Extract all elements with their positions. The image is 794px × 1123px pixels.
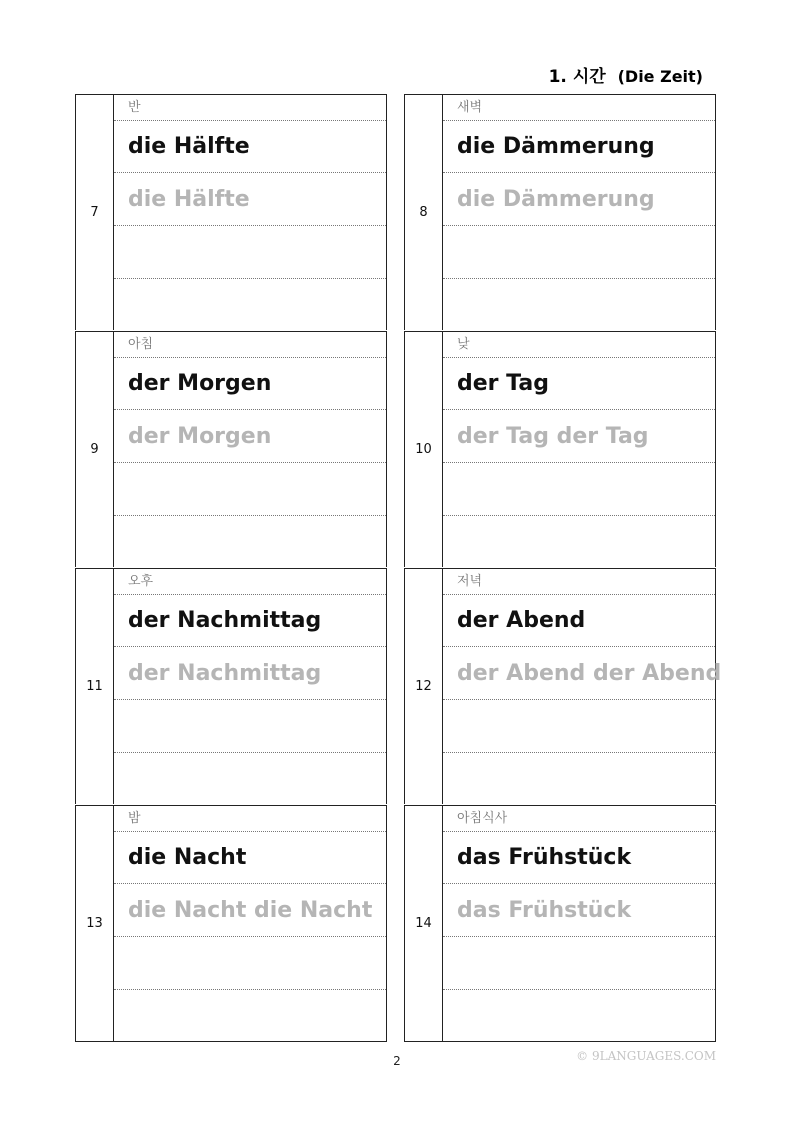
vocab-card bbox=[404, 805, 716, 1042]
blank-writing-row[interactable] bbox=[443, 516, 715, 569]
word-row bbox=[443, 357, 715, 410]
card-number: 8 bbox=[405, 95, 443, 330]
copyright-notice: © 9LANGUAGES.COM bbox=[576, 1049, 716, 1063]
header-title: 시간 bbox=[572, 67, 606, 87]
card-number: 14 bbox=[405, 806, 443, 1041]
word-row bbox=[443, 594, 715, 647]
korean-label: 저녁 bbox=[443, 569, 715, 595]
blank-writing-row[interactable] bbox=[114, 463, 386, 516]
word-row bbox=[443, 831, 715, 884]
card-number: 13 bbox=[76, 806, 114, 1041]
vocab-card bbox=[404, 94, 716, 330]
card-rows bbox=[443, 806, 715, 1041]
card-rows bbox=[443, 332, 715, 567]
blank-writing-row[interactable] bbox=[443, 700, 715, 753]
korean-label: 아침식사 bbox=[443, 806, 715, 832]
vocab-card bbox=[75, 805, 387, 1042]
korean-label: 아침 bbox=[114, 332, 386, 358]
trace-row[interactable] bbox=[443, 410, 715, 463]
vocab-card bbox=[404, 331, 716, 567]
word-row bbox=[114, 357, 386, 410]
blank-writing-row[interactable] bbox=[443, 937, 715, 990]
trace-word: das Frühstück bbox=[457, 898, 632, 923]
trace-word: die Nacht die Nacht bbox=[128, 898, 373, 923]
korean-label: 낮 bbox=[443, 332, 715, 358]
card-number: 10 bbox=[405, 332, 443, 567]
page-header bbox=[549, 62, 703, 87]
blank-writing-row[interactable] bbox=[114, 516, 386, 569]
german-word: der Nachmittag bbox=[128, 608, 322, 633]
card-rows bbox=[114, 569, 386, 804]
card-rows bbox=[114, 332, 386, 567]
trace-row[interactable] bbox=[114, 884, 386, 937]
trace-row[interactable] bbox=[114, 173, 386, 226]
korean-label: 반 bbox=[114, 95, 386, 121]
blank-writing-row[interactable] bbox=[114, 937, 386, 990]
german-word: der Abend bbox=[457, 608, 586, 633]
trace-word: die Dämmerung bbox=[457, 187, 655, 212]
word-row bbox=[114, 831, 386, 884]
german-word: das Frühstück bbox=[457, 845, 632, 870]
blank-writing-row[interactable] bbox=[114, 753, 386, 806]
vocab-card bbox=[404, 568, 722, 804]
trace-word: der Nachmittag bbox=[128, 661, 322, 686]
header-subtitle: (Die Zeit) bbox=[617, 67, 703, 86]
german-word: der Morgen bbox=[128, 371, 272, 396]
blank-writing-row[interactable] bbox=[114, 990, 386, 1043]
german-word: die Nacht bbox=[128, 845, 247, 870]
card-rows bbox=[114, 95, 386, 330]
trace-row[interactable] bbox=[443, 884, 715, 937]
trace-row[interactable] bbox=[114, 410, 386, 463]
card-rows bbox=[443, 95, 715, 330]
word-row bbox=[114, 120, 386, 173]
word-row bbox=[114, 594, 386, 647]
blank-writing-row[interactable] bbox=[443, 753, 715, 806]
trace-row[interactable] bbox=[443, 647, 722, 700]
korean-label: 밤 bbox=[114, 806, 386, 832]
card-number: 12 bbox=[405, 569, 443, 804]
trace-row[interactable] bbox=[114, 647, 386, 700]
trace-word: der Abend der Abend bbox=[457, 661, 722, 686]
german-word: die Hälfte bbox=[128, 134, 250, 159]
blank-writing-row[interactable] bbox=[443, 463, 715, 516]
vocab-card bbox=[75, 568, 387, 804]
card-rows bbox=[443, 569, 722, 804]
blank-writing-row[interactable] bbox=[443, 226, 715, 279]
card-rows bbox=[114, 806, 386, 1041]
blank-writing-row[interactable] bbox=[114, 700, 386, 753]
blank-writing-row[interactable] bbox=[443, 279, 715, 332]
trace-word: die Hälfte bbox=[128, 187, 250, 212]
card-number: 11 bbox=[76, 569, 114, 804]
trace-word: der Tag der Tag bbox=[457, 424, 649, 449]
trace-row[interactable] bbox=[443, 173, 715, 226]
vocab-card bbox=[75, 331, 387, 567]
korean-label: 새벽 bbox=[443, 95, 715, 121]
word-row bbox=[443, 120, 715, 173]
card-number: 9 bbox=[76, 332, 114, 567]
blank-writing-row[interactable] bbox=[114, 226, 386, 279]
page-number: 2 bbox=[393, 1054, 401, 1068]
korean-label: 오후 bbox=[114, 569, 386, 595]
german-word: die Dämmerung bbox=[457, 134, 655, 159]
header-number: 1. bbox=[548, 67, 567, 87]
blank-writing-row[interactable] bbox=[114, 279, 386, 332]
vocab-card bbox=[75, 94, 387, 330]
german-word: der Tag bbox=[457, 371, 549, 396]
card-number: 7 bbox=[76, 95, 114, 330]
blank-writing-row[interactable] bbox=[443, 990, 715, 1043]
trace-word: der Morgen bbox=[128, 424, 272, 449]
